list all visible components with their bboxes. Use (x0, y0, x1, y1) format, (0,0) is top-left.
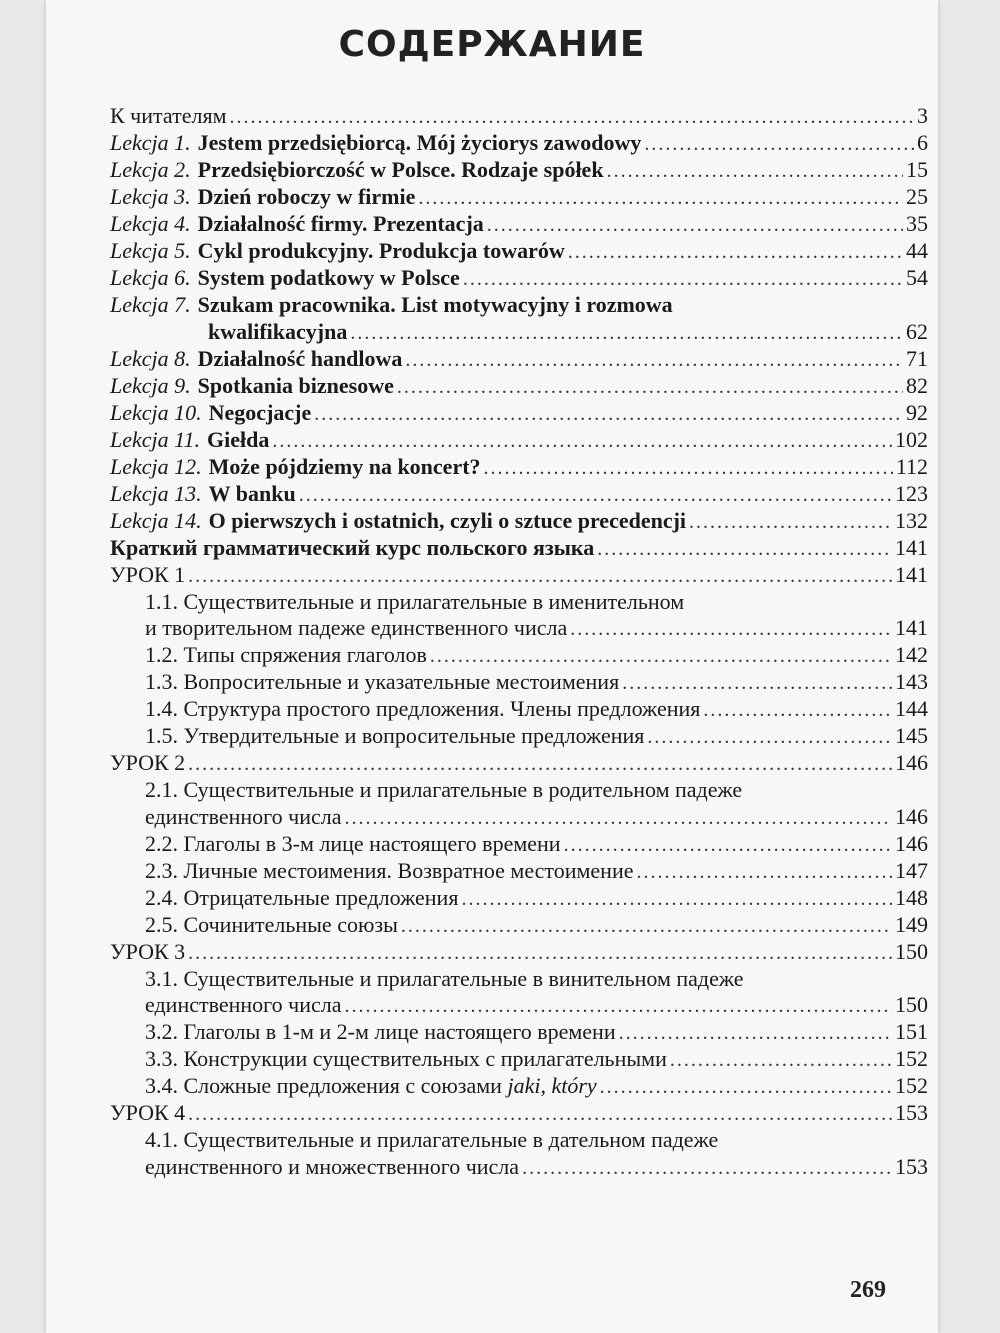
toc-entry-title: УРОК 2 (110, 750, 186, 775)
toc-entry-lesson-9 (110, 372, 928, 399)
dot-leader (401, 913, 892, 940)
toc-entry-title: 1.1. Существительные и прилагательные в именительном (145, 588, 685, 614)
toc-page-number: 150 (895, 992, 928, 1017)
toc-page-number: 151 (895, 1019, 928, 1044)
dot-leader (188, 940, 892, 967)
toc-entry-title: Spotkania biznesowe (197, 372, 394, 398)
toc-entry-title: Szukam pracownika. List motywacyjny i rozmowa (197, 292, 673, 317)
lesson-label: Lekcja 10. (110, 399, 202, 425)
dot-leader (463, 266, 903, 293)
dot-leader (670, 1047, 892, 1074)
lesson-label: Lekcja 3. (110, 184, 191, 209)
toc-entry-lesson-2 (110, 156, 928, 183)
lesson-label: Lekcja 7. (110, 292, 191, 317)
toc-page-number: 54 (906, 265, 928, 290)
dot-leader (564, 832, 892, 859)
toc-entry-lesson-13 (110, 480, 928, 507)
toc-entry-title: УРОК 3 (110, 938, 186, 964)
dot-leader (272, 428, 892, 455)
toc-page-number: 144 (895, 696, 928, 721)
toc-page-number: 152 (895, 1046, 928, 1071)
toc-entry-lesson-3 (110, 183, 928, 210)
dot-leader (607, 158, 903, 185)
toc-entry-title: 1.2. Типы спряжения глаголов (145, 642, 427, 667)
toc-entry-title: 2.4. Отрицательные предложения (145, 884, 459, 910)
toc-entry-title: 2.5. Сочинительные союзы (145, 911, 398, 937)
toc-page-number: 148 (895, 884, 928, 910)
toc-page-number: 132 (895, 507, 928, 533)
toc-entry-1-1 (110, 588, 928, 615)
lesson-label: Lekcja 13. (110, 480, 202, 506)
toc-entry-title: 1.3. Вопросительные и указательные местоимения (145, 669, 620, 694)
toc-entry-title: System podatkowy w Polsce (197, 265, 460, 290)
dot-leader (622, 670, 892, 697)
toc-page-number: 82 (906, 372, 928, 398)
dot-leader (568, 239, 903, 266)
lesson-label: Lekcja 4. (110, 211, 191, 236)
toc-entry-title: К читателям (110, 103, 227, 128)
toc-entry-title: Działalność handlowa (197, 345, 403, 371)
dot-leader (188, 563, 892, 590)
lesson-label: Lekcja 1. (110, 130, 191, 155)
toc-page-number: 147 (895, 857, 928, 883)
toc-entry-lesson-7 (110, 291, 928, 318)
toc-entry-title: Przedsiębiorczość w Polsce. Rodzaje spółek (197, 157, 604, 182)
dot-leader (619, 1020, 892, 1047)
toc-entry-title: УРОК 1 (110, 561, 186, 587)
dot-leader (188, 1101, 892, 1128)
toc-page-number: 141 (895, 534, 928, 560)
toc-entry-2-2 (110, 830, 928, 857)
toc-entry-2-1 (110, 776, 928, 803)
toc-entry-urok-1 (110, 561, 928, 588)
dot-leader (397, 374, 903, 401)
toc-entry-title: Działalność firmy. Prezentacja (197, 211, 484, 236)
toc-entry-title: Dzień roboczy w firmie (197, 184, 416, 209)
toc-entry-title: 1.4. Структура простого предложения. Члены предложения (145, 696, 701, 721)
toc-page-number: 6 (917, 130, 928, 155)
dot-leader (405, 347, 903, 374)
toc-page-number: 35 (906, 211, 928, 236)
toc-page-number: 112 (895, 453, 928, 479)
toc-page-number: 71 (906, 345, 928, 371)
table-of-contents (110, 102, 928, 1180)
toc-entry-3-2 (110, 1018, 928, 1045)
dot-leader (188, 751, 892, 778)
toc-entry-title-cont: единственного числа (145, 992, 342, 1017)
toc-entry-title: 3.4. Сложные предложения с союзами (145, 1073, 502, 1098)
dot-leader (644, 131, 914, 158)
toc-entry-title: 1.5. Утвердительные и вопросительные предложения (145, 723, 645, 748)
toc-entry-lesson-11 (110, 426, 928, 453)
toc-entry-intro (110, 102, 928, 129)
toc-entry-1-5 (110, 722, 928, 749)
toc-page-number: 153 (895, 1153, 928, 1179)
dot-leader (484, 455, 893, 482)
toc-entry-2-5 (110, 911, 928, 938)
toc-entry-2-4 (110, 884, 928, 911)
dot-leader (522, 1155, 892, 1182)
dot-leader (461, 886, 892, 913)
toc-entry-title-cont: единственного числа (145, 803, 342, 829)
dot-leader (597, 536, 892, 563)
toc-page-number: 152 (895, 1073, 928, 1098)
toc-entry-1-3 (110, 668, 928, 695)
toc-page-number: 146 (895, 830, 928, 856)
toc-entry-3-4 (110, 1072, 928, 1099)
toc-entry-2-3 (110, 857, 928, 884)
dot-leader (637, 859, 893, 886)
toc-entry-lesson-14 (110, 507, 928, 534)
toc-entry-lesson-5 (110, 237, 928, 264)
dot-leader (314, 401, 903, 428)
toc-entry-lesson-10 (110, 399, 928, 426)
toc-entry-grammar-course (110, 534, 928, 561)
toc-entry-title: 3.3. Конструкции существительных с прилагательными (145, 1046, 667, 1071)
toc-entry-title-cont: и творительном падеже единственного числа (145, 615, 568, 640)
toc-page-number: 25 (906, 184, 928, 209)
toc-entry-title: УРОК 4 (110, 1100, 186, 1125)
dot-leader (299, 482, 892, 509)
lesson-label: Lekcja 12. (110, 453, 202, 479)
toc-entry-lesson-12 (110, 453, 928, 480)
dot-leader (350, 320, 903, 347)
toc-entry-4-1-cont (110, 1153, 928, 1180)
lesson-label: Lekcja 9. (110, 372, 191, 398)
page-title: СОДЕРЖАНИЕ (338, 24, 646, 65)
dot-leader (487, 212, 903, 239)
toc-entry-1-1-cont (110, 614, 928, 641)
lesson-label: Lekcja 14. (110, 507, 202, 533)
dot-leader (345, 805, 893, 832)
toc-entry-urok-3 (110, 938, 928, 965)
lesson-label: Lekcja 2. (110, 157, 191, 182)
toc-page-number: 141 (895, 561, 928, 587)
toc-page-number: 150 (895, 938, 928, 964)
toc-page-number: 145 (895, 723, 928, 748)
toc-page-number: 149 (895, 911, 928, 937)
lesson-label: Lekcja 6. (110, 265, 191, 290)
toc-entry-title: W banku (208, 480, 296, 506)
toc-entry-title: Cykl produkcyjny. Produkcja towarów (197, 238, 565, 263)
toc-entry-urok-2 (110, 749, 928, 776)
toc-page-number: 123 (895, 480, 928, 506)
dot-leader (345, 993, 893, 1020)
toc-page-number: 15 (906, 157, 928, 182)
dot-leader (600, 1074, 892, 1101)
toc-entry-3-3 (110, 1045, 928, 1072)
page-number: 269 (850, 1277, 886, 1303)
lesson-label: Lekcja 8. (110, 345, 191, 371)
toc-page-number: 44 (906, 238, 928, 263)
toc-entry-urok-4 (110, 1099, 928, 1126)
toc-entry-title-cont: единственного и множественного числа (145, 1153, 520, 1179)
toc-page-number: 102 (895, 426, 928, 452)
toc-entry-title: Negocjacje (208, 399, 312, 425)
toc-entry-title: O pierwszych i ostatnich, czyli o sztuce precedencji (208, 507, 687, 533)
toc-page-number: 141 (895, 615, 928, 640)
lesson-label: Lekcja 11. (110, 426, 201, 452)
toc-entry-title: 2.2. Глаголы в 3-м лице настоящего времени (145, 830, 561, 856)
toc-entry-lesson-6 (110, 264, 928, 291)
toc-entry-lesson-8 (110, 345, 928, 372)
toc-entry-title: Jestem przedsiębiorcą. Mój życiorys zawodowy (197, 130, 642, 155)
toc-entry-title-italic: jaki, który (507, 1073, 597, 1098)
toc-entry-lesson-4 (110, 210, 928, 237)
dot-leader (570, 616, 892, 643)
toc-entry-title: 4.1. Существительные и прилагательные в дательном падеже (145, 1127, 719, 1152)
dot-leader (647, 724, 892, 751)
toc-entry-lesson-1 (110, 129, 928, 156)
toc-page-number: 142 (895, 642, 928, 667)
toc-entry-3-1-cont (110, 991, 928, 1018)
toc-page-number: 3 (917, 103, 928, 128)
toc-entry-title: 3.2. Глаголы в 1-м и 2-м лице настоящего времени (145, 1019, 616, 1044)
dot-leader (689, 509, 892, 536)
dot-leader (703, 697, 892, 724)
toc-entry-title: 3.1. Существительные и прилагательные в винительном падеже (145, 965, 744, 991)
toc-entry-title: Giełda (207, 426, 270, 452)
lesson-label: Lekcja 5. (110, 238, 191, 263)
toc-entry-title-cont: kwalifikacyjna (208, 318, 348, 344)
toc-entry-title: 2.1. Существительные и прилагательные в родительном падеже (145, 777, 743, 802)
toc-entry-4-1 (110, 1126, 928, 1153)
dot-leader (430, 643, 892, 670)
toc-entry-title: 2.3. Личные местоимения. Возвратное местоимение (145, 857, 634, 883)
toc-page-number: 62 (906, 318, 928, 344)
toc-page-number: 92 (906, 399, 928, 425)
toc-entry-title: Może pójdziemy na koncert? (208, 453, 481, 479)
toc-entry-1-4 (110, 695, 928, 722)
toc-page-number: 143 (895, 669, 928, 694)
toc-page-number: 153 (895, 1100, 928, 1125)
toc-entry-title: Краткий грамматический курс польского языка (110, 534, 595, 560)
dot-leader (230, 104, 915, 131)
toc-page-number: 146 (895, 803, 928, 829)
dot-leader (418, 185, 903, 212)
book-page (46, 0, 938, 1333)
toc-entry-1-2 (110, 641, 928, 668)
toc-page-number: 146 (895, 750, 928, 775)
toc-entry-3-1 (110, 965, 928, 992)
toc-entry-2-1-cont (110, 803, 928, 830)
toc-entry-lesson-7-cont (110, 318, 928, 345)
